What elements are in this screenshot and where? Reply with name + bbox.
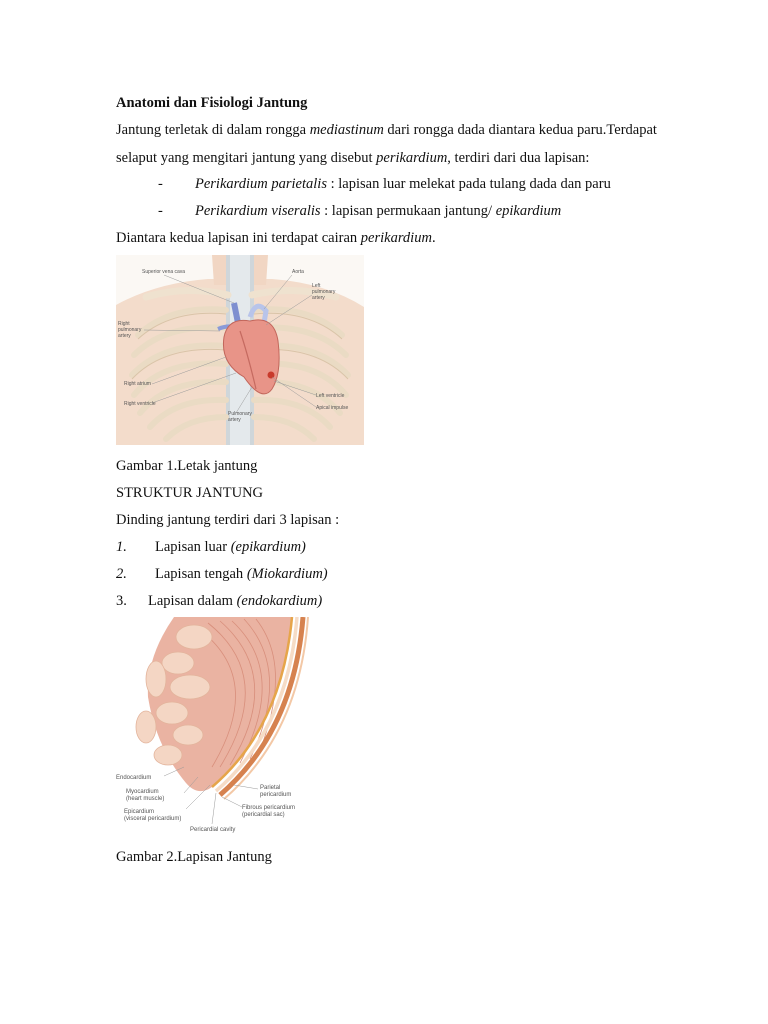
label-left-pulmonary: Left <box>312 283 321 289</box>
bullet-term: Perikardium viseralis <box>195 203 321 219</box>
term-perikardium: perikardium <box>360 230 432 246</box>
layer-label: Lapisan dalam <box>148 593 237 609</box>
label-superior-vena-cava: Superior vena cava <box>142 269 186 275</box>
intro-line-1 <box>116 121 657 139</box>
label-left-ventricle: Left ventricle <box>316 393 345 399</box>
label-apical-impulse: Apical impulse <box>316 405 349 411</box>
label-parietal-pericardium: pericardium <box>260 792 292 798</box>
text: Jantung terletak di dalam rongga <box>116 122 310 138</box>
term-mediastinum: mediastinum <box>309 122 384 138</box>
thorax-illustration <box>116 255 364 445</box>
heading: Anatomi dan Fisiologi Jantung <box>116 95 308 111</box>
layer-number: 3. <box>116 593 127 609</box>
label-aorta: Aorta <box>292 269 304 275</box>
figure-heart-layers <box>116 617 312 839</box>
label-pericardial-cavity: Pericardial cavity <box>190 827 236 833</box>
figure1-caption: Gambar 1.Letak jantung <box>116 458 258 474</box>
heart-wall-illustration <box>116 617 312 839</box>
label-pulmonary-artery: Pulmonary <box>228 411 252 417</box>
layer-term: (epikardium) <box>230 539 306 555</box>
between-line <box>116 229 436 247</box>
label-right-pulmonary: Right <box>118 321 130 327</box>
label-right-ventricle: Right ventricle <box>124 401 156 407</box>
layer-number: 1. <box>116 539 127 555</box>
layer-label: Lapisan luar <box>155 539 231 555</box>
label-myocardium: Myocardium <box>126 789 159 795</box>
label-right-pulmonary: artery <box>118 333 131 339</box>
text: , terdiri dari dua lapisan: <box>447 150 590 166</box>
label-parietal-pericardium: Parietal <box>260 785 281 791</box>
label-pulmonary-artery: artery <box>228 417 241 423</box>
text: Diantara kedua lapisan ini terdapat cairan <box>116 230 361 246</box>
figure2-caption: Gambar 2.Lapisan Jantung <box>116 849 272 865</box>
figure-heart-position <box>116 255 364 445</box>
layer-term: (endokardium) <box>236 593 323 609</box>
bullet-dash: - <box>158 176 163 192</box>
text: . <box>431 230 436 246</box>
term-perikardium: perikardium <box>376 150 448 166</box>
label-epicardium: Epicardium <box>124 809 155 815</box>
intro-line-2 <box>116 149 589 167</box>
label-right-pulmonary: pulmonary <box>118 327 142 333</box>
layer-number: 2. <box>116 566 127 582</box>
wall-intro: Dinding jantung terdiri dari 3 lapisan : <box>116 512 340 528</box>
section-title: STRUKTUR JANTUNG <box>116 485 264 501</box>
label-right-atrium: Right atrium <box>124 381 151 387</box>
layer-label: Lapisan tengah <box>155 566 247 582</box>
label-myocardium: (heart muscle) <box>126 796 165 802</box>
layer-term: (Miokardium) <box>246 566 328 582</box>
label-epicardium: (visceral pericardium) <box>124 816 182 822</box>
bullet-term-tail: epikardium <box>495 203 562 219</box>
bullet-text: : lapisan luar melekat pada tulang dada dan paru <box>326 176 611 192</box>
label-left-pulmonary: pulmonary <box>312 289 336 295</box>
label-fibrous-pericardium: Fibrous pericardium <box>242 805 296 811</box>
bullet-term: Perikardium parietalis <box>195 176 327 192</box>
bullet-dash: - <box>158 203 163 219</box>
text: dari rongga dada diantara kedua paru.Terdapat <box>383 122 657 138</box>
label-fibrous-pericardium: (pericardial sac) <box>242 812 285 818</box>
text: selaput yang mengitari jantung yang disebut <box>116 150 377 166</box>
bullet-text: : lapisan permukaan jantung/ <box>320 203 496 219</box>
label-left-pulmonary: artery <box>312 295 325 301</box>
label-endocardium: Endocardium <box>116 775 152 781</box>
